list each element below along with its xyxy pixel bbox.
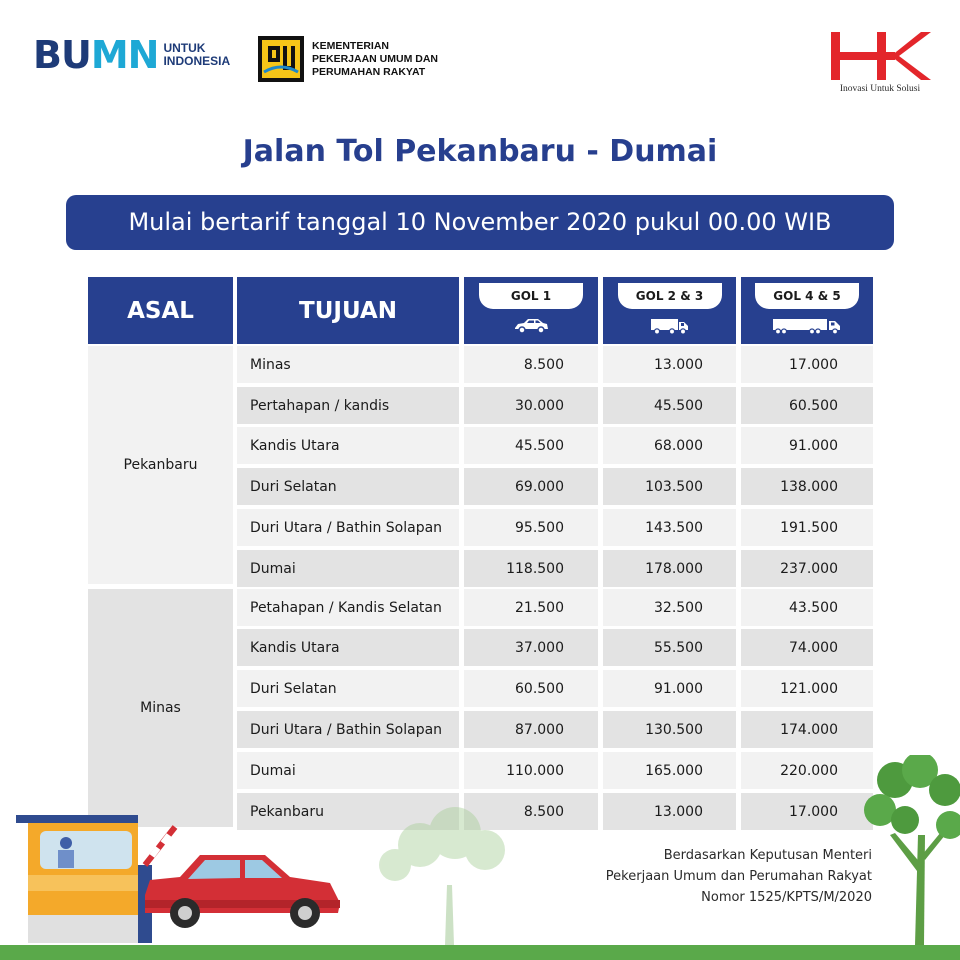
table-row (237, 468, 873, 505)
gol-2-3-tariff: 13.000 (603, 793, 736, 830)
hk-tagline: Inovasi Untuk Solusi (839, 84, 921, 94)
destination-cell: Dumai (237, 550, 459, 587)
table-row (237, 670, 873, 707)
gol-4-5-tariff: 17.000 (741, 346, 873, 383)
gol-4-5-tariff: 237.000 (741, 550, 873, 587)
gol-1-tariff: 95.500 (464, 509, 598, 546)
gol-2-3-tariff: 68.000 (603, 427, 736, 464)
header-gol-4-5 (741, 277, 873, 344)
destination-cell: Pekanbaru (237, 793, 459, 830)
gol-1-tariff: 118.500 (464, 550, 598, 587)
hk-logo (828, 30, 932, 94)
gol-1-label: GOL 1 (479, 283, 583, 309)
destination-cell: Dumai (237, 752, 459, 789)
header-gol-1 (464, 277, 598, 344)
gol-2-3-tariff: 32.500 (603, 589, 736, 626)
truck-icon (650, 318, 690, 335)
destination-cell: Pertahapan / kandis (237, 387, 459, 424)
red-car-icon (145, 855, 340, 928)
hk-logo-mark-icon (829, 30, 931, 82)
gol-4-5-tariff: 138.000 (741, 468, 873, 505)
bumn-logo (33, 33, 231, 77)
ground-strip (0, 945, 960, 960)
gol-1-tariff: 21.500 (464, 589, 598, 626)
header-gol-2-3 (603, 277, 736, 344)
decree-footnote: Berdasarkan Keputusan Menteri Pekerjaan Umum dan Perumahan Rakyat Nomor 1525/KPTS/M/2020 (605, 848, 872, 905)
bumn-logo-subtitle: UNTUK INDONESIA (163, 41, 231, 68)
gol-1-tariff: 45.500 (464, 427, 598, 464)
destination-cell: Duri Utara / Bathin Solapan (237, 711, 459, 748)
pupr-logo (258, 36, 438, 82)
gol-2-3-tariff: 130.500 (603, 711, 736, 748)
gol-2-3-tariff: 91.000 (603, 670, 736, 707)
gol-1-tariff: 60.500 (464, 670, 598, 707)
destination-cell: Duri Selatan (237, 670, 459, 707)
gol-2-3-tariff: 143.500 (603, 509, 736, 546)
gol-4-5-label: GOL 4 & 5 (755, 283, 859, 309)
header-tujuan: TUJUAN (237, 277, 459, 344)
table-row (237, 509, 873, 546)
table-row (237, 427, 873, 464)
origin-pekanbaru: Pekanbaru (88, 346, 233, 584)
destination-cell: Duri Utara / Bathin Solapan (237, 509, 459, 546)
gol-4-5-tariff: 60.500 (741, 387, 873, 424)
gol-4-5-tariff: 17.000 (741, 793, 873, 830)
gol-1-tariff: 110.000 (464, 752, 598, 789)
gol-4-5-tariff: 121.000 (741, 670, 873, 707)
gol-1-tariff: 30.000 (464, 387, 598, 424)
gol-1-tariff: 8.500 (464, 793, 598, 830)
gol-4-5-tariff: 91.000 (741, 427, 873, 464)
gol-4-5-tariff: 220.000 (741, 752, 873, 789)
gol-1-tariff: 69.000 (464, 468, 598, 505)
tariff-start-banner: Mulai bertarif tanggal 10 November 2020 pukul 00.00 WIB (66, 195, 894, 250)
toll-booth-icon (16, 815, 138, 943)
gol-2-3-tariff: 178.000 (603, 550, 736, 587)
gol-4-5-tariff: 43.500 (741, 589, 873, 626)
destination-cell: Petahapan / Kandis Selatan (237, 589, 459, 626)
trailer-truck-icon (772, 318, 842, 335)
background-tree-icon (379, 807, 505, 945)
gol-1-tariff: 8.500 (464, 346, 598, 383)
gol-1-tariff: 87.000 (464, 711, 598, 748)
destination-cell: Kandis Utara (237, 427, 459, 464)
gol-2-3-tariff: 13.000 (603, 346, 736, 383)
destination-cell: Duri Selatan (237, 468, 459, 505)
page-title: Jalan Tol Pekanbaru - Dumai (242, 134, 718, 169)
gol-4-5-tariff: 191.500 (741, 509, 873, 546)
bumn-logo-mark: BUMN (33, 33, 159, 77)
pupr-emblem-icon (258, 36, 304, 82)
gol-2-3-label: GOL 2 & 3 (618, 283, 722, 309)
gol-2-3-tariff: 45.500 (603, 387, 736, 424)
gol-1-tariff: 37.000 (464, 629, 598, 666)
gol-2-3-tariff: 55.500 (603, 629, 736, 666)
gol-2-3-tariff: 165.000 (603, 752, 736, 789)
tree-icon (864, 755, 960, 945)
origin-minas: Minas (88, 589, 233, 827)
gol-4-5-tariff: 74.000 (741, 629, 873, 666)
table-row (237, 346, 873, 383)
table-row (237, 589, 873, 626)
pupr-logo-text: KEMENTERIAN PEKERJAAN UMUM DAN PERUMAHAN RAKYAT (312, 39, 439, 78)
table-row (237, 629, 873, 666)
gol-2-3-tariff: 103.500 (603, 468, 736, 505)
header-asal: ASAL (88, 277, 233, 344)
table-row (237, 550, 873, 587)
table-row (237, 387, 873, 424)
gol-4-5-tariff: 174.000 (741, 711, 873, 748)
destination-cell: Kandis Utara (237, 629, 459, 666)
destination-cell: Minas (237, 346, 459, 383)
table-row (237, 711, 873, 748)
car-icon (512, 318, 550, 334)
